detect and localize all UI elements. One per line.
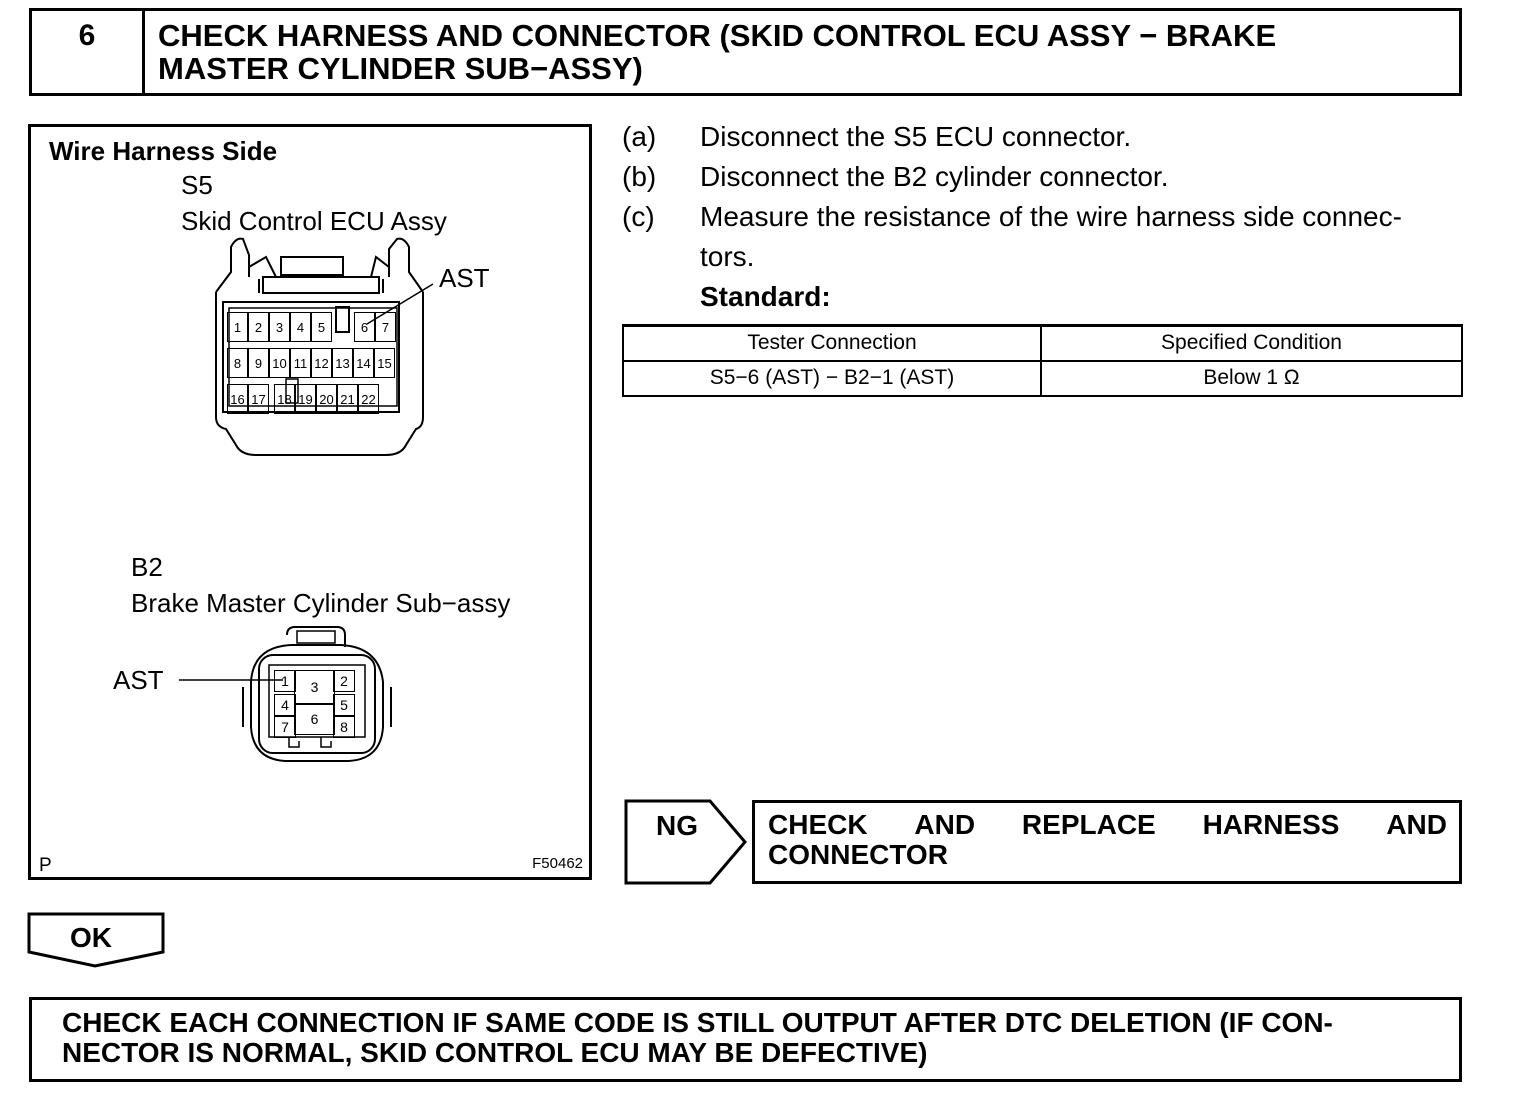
- b2-pin-2: 2: [333, 670, 355, 692]
- b2-pin-3: 3: [294, 670, 335, 705]
- s5-pin: 14: [353, 348, 374, 378]
- final-line1: CHECK EACH CONNECTION IF SAME CODE IS STILL OUTPUT AFTER DTC DELETION (IF CON-: [62, 1007, 1333, 1038]
- s5-pin: 1: [227, 312, 248, 342]
- ng-action-line1: [768, 810, 1447, 840]
- step-c-text: Measure the resistance of the wire harness side connec-: [700, 201, 1402, 232]
- ok-label: OK: [70, 922, 112, 953]
- step-number: 6: [32, 11, 145, 93]
- s5-pin: 15: [374, 348, 395, 378]
- step-a-label: (a): [622, 121, 657, 152]
- figure-id: F50462: [532, 855, 583, 872]
- s5-pin: 4: [290, 312, 311, 342]
- ng-word: HARNESS: [1202, 809, 1340, 840]
- step-c-label: (c): [622, 201, 655, 232]
- ng-word: AND: [914, 809, 976, 840]
- b2-connector-drawing: [31, 127, 589, 877]
- s5-pin: 3: [269, 312, 290, 342]
- ng-action-box: [752, 800, 1462, 884]
- s5-pin: 6: [354, 312, 375, 342]
- table-header-row: [623, 326, 1462, 361]
- s5-pin: 11: [290, 348, 311, 378]
- s5-pin: 21: [337, 384, 358, 414]
- standard-table: [622, 324, 1463, 397]
- s5-pin: 9: [248, 348, 269, 378]
- table-row: [623, 361, 1462, 396]
- step-b-label: (b): [622, 161, 657, 192]
- step-c-continued: tors.: [700, 241, 755, 272]
- table-cell: Below 1 Ω: [1041, 361, 1462, 396]
- b2-pin-6: 6: [294, 703, 335, 735]
- step-b-text: Disconnect the B2 cylinder connector.: [700, 161, 1169, 192]
- b2-pin-5: 5: [333, 694, 355, 716]
- s5-pin: 19: [295, 384, 316, 414]
- final-line2: NECTOR IS NORMAL, SKID CONTROL ECU MAY BE DEFECTIVE): [62, 1037, 928, 1068]
- ng-action-line2: CONNECTOR: [768, 839, 948, 870]
- s5-pin: 17: [248, 384, 269, 414]
- ng-action-text: [768, 810, 1447, 870]
- s5-ast-label: AST: [439, 263, 490, 293]
- figure-heading: Wire Harness Side: [49, 136, 278, 166]
- s5-pin: 2: [248, 312, 269, 342]
- table-header-cell: Tester Connection: [623, 326, 1041, 361]
- b2-pin-8: 8: [333, 716, 355, 738]
- s5-pin: 20: [316, 384, 337, 414]
- b2-name: Brake Master Cylinder Sub−assy: [131, 588, 511, 618]
- step-a-text: Disconnect the S5 ECU connector.: [700, 121, 1132, 152]
- step-title: [158, 19, 1439, 85]
- s5-pin: 8: [227, 348, 248, 378]
- b2-pin-7: 7: [274, 716, 296, 738]
- s5-code: S5: [181, 170, 213, 200]
- step-title-line1: CHECK HARNESS AND CONNECTOR (SKID CONTROL ECU ASSY − BRAKE: [158, 18, 1277, 53]
- b2-pin-1: 1: [274, 670, 296, 692]
- figure-corner-left: P: [39, 855, 52, 876]
- ng-word: CHECK: [768, 809, 868, 840]
- step-header: [29, 8, 1462, 96]
- b2-ast-label: AST: [113, 665, 164, 695]
- table-cell: S5−6 (AST) − B2−1 (AST): [623, 361, 1041, 396]
- final-action-box: [29, 997, 1462, 1082]
- ng-label: NG: [656, 810, 698, 841]
- b2-pin-4: 4: [274, 694, 296, 716]
- s5-pin: 5: [311, 312, 332, 342]
- standard-label: Standard:: [700, 281, 831, 312]
- final-action-text: [62, 1008, 1437, 1068]
- step-title-line2: MASTER CYLINDER SUB−ASSY): [158, 51, 643, 86]
- s5-pin: 12: [311, 348, 332, 378]
- table-header-cell: Specified Condition: [1041, 326, 1462, 361]
- s5-pin: 18: [274, 384, 295, 414]
- s5-pin: 16: [227, 384, 248, 414]
- s5-name: Skid Control ECU Assy: [181, 206, 447, 236]
- s5-pin: 7: [375, 312, 396, 342]
- ng-word: AND: [1386, 809, 1447, 840]
- connector-figure: [28, 124, 592, 880]
- s5-pin: 22: [358, 384, 379, 414]
- ng-word: REPLACE: [1021, 809, 1156, 840]
- b2-code: B2: [131, 552, 163, 582]
- s5-pin: 13: [332, 348, 353, 378]
- s5-pin: 10: [269, 348, 290, 378]
